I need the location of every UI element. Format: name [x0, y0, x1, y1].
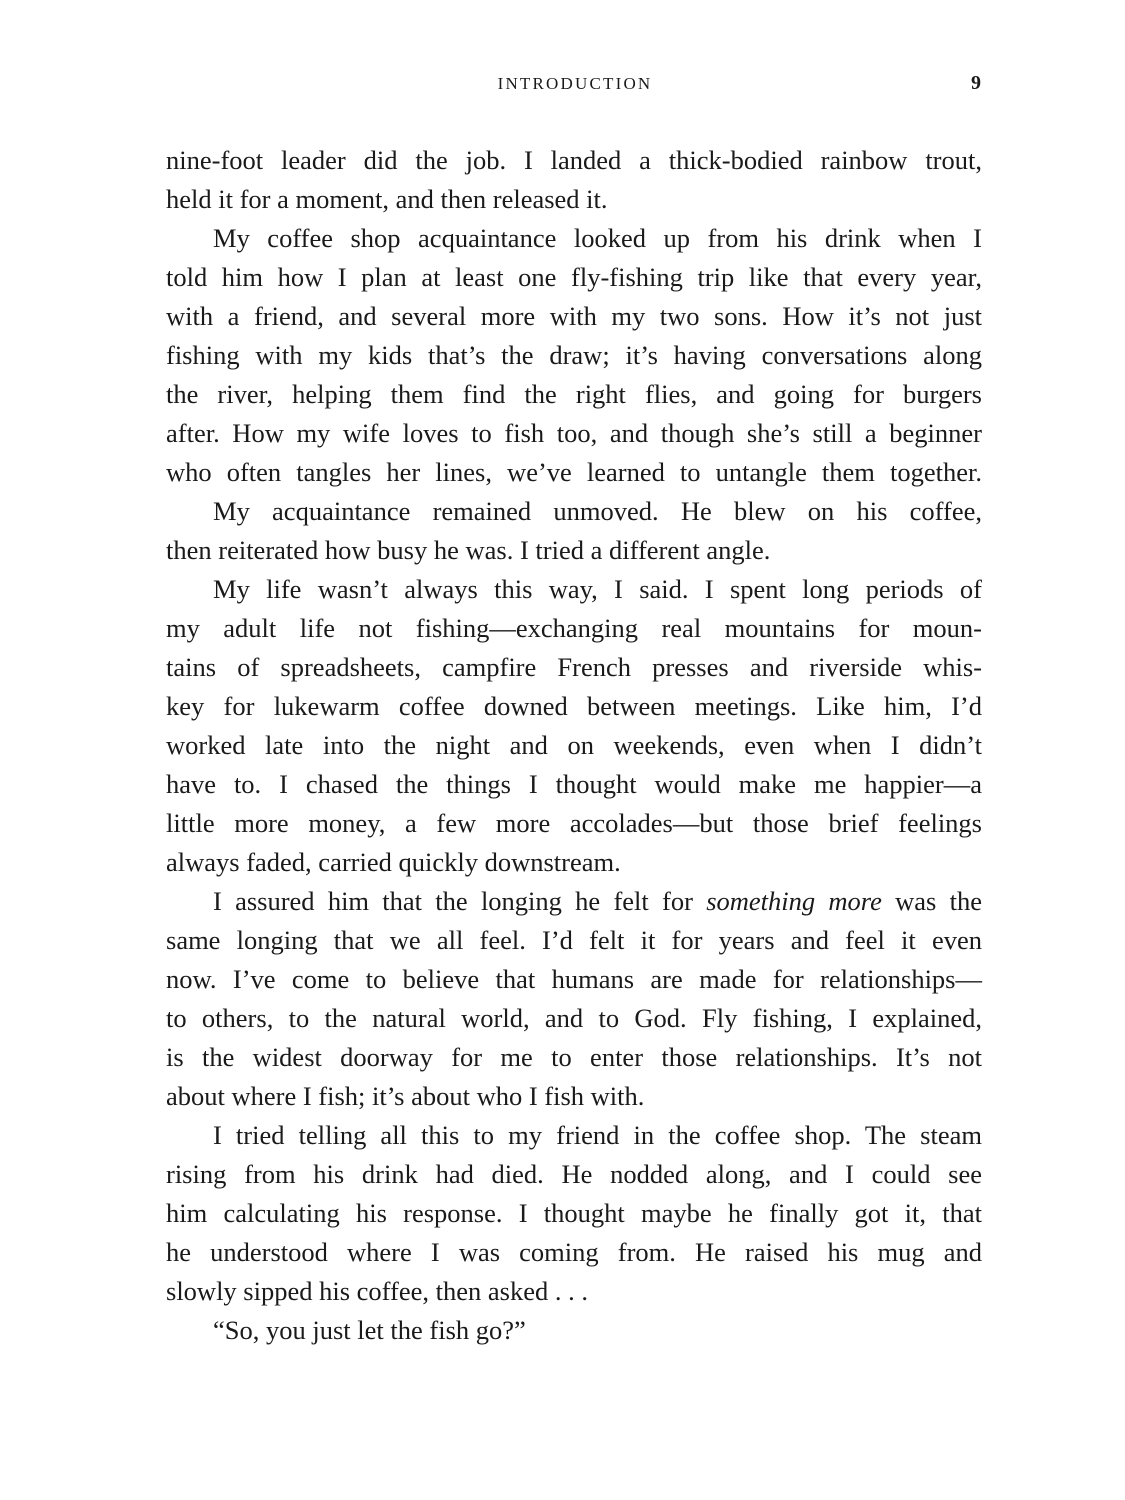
italic-phrase: something more [706, 886, 882, 916]
page-number: 9 [971, 72, 981, 94]
text-line: same longing that we all feel. I’d felt it for years and feel it even [166, 925, 982, 955]
text-line: little more money, a few more accolades—but those brief feelings [166, 808, 982, 838]
text-line: key for lukewarm coffee downed between meetings. Like him, I’d [166, 691, 982, 721]
text-line: then reiterated how busy he was. I tried a different angle. [166, 535, 771, 565]
text-line: he understood where I was coming from. He raised his mug and [166, 1237, 982, 1267]
text-line: held it for a moment, and then released it. [166, 184, 608, 214]
text-line: the river, helping them find the right flies, and going for burgers [166, 379, 982, 409]
text-line: My coffee shop acquaintance looked up from his drink when I [213, 223, 982, 253]
text-line: rising from his drink had died. He nodded along, and I could see [166, 1159, 982, 1189]
text-line: my adult life not fishing—exchanging real mountains for moun- [166, 613, 982, 643]
text-line: is the widest doorway for me to enter those relationships. It’s not [166, 1042, 982, 1072]
text-line: with a friend, and several more with my two sons. How it’s not just [166, 301, 982, 331]
body-text [166, 141, 982, 1350]
text-line: I tried telling all this to my friend in the coffee shop. The steam [213, 1120, 982, 1150]
text-line: told him how I plan at least one fly-fishing trip like that every year, [166, 262, 982, 292]
text-line: fishing with my kids that’s the draw; it’s having conversations along [166, 340, 982, 370]
text-line: “So, you just let the fish go?” [213, 1315, 526, 1345]
running-head [0, 72, 1125, 98]
text-line: My acquaintance remained unmoved. He blew on his coffee, [213, 496, 982, 526]
text-line: who often tangles her lines, we’ve learned to untangle them together. [166, 457, 982, 487]
text-line [166, 882, 982, 921]
text-line: about where I fish; it’s about who I fish with. [166, 1081, 645, 1111]
text-line: always faded, carried quickly downstream. [166, 847, 621, 877]
running-title: INTRODUCTION [497, 74, 653, 93]
text-span: I assured him that the longing he felt for [213, 886, 707, 916]
text-line: slowly sipped his coffee, then asked . . . [166, 1276, 588, 1306]
text-span: was the [881, 886, 983, 916]
text-line: after. How my wife loves to fish too, and though she’s still a beginner [166, 418, 982, 448]
text-line: him calculating his response. I thought maybe he finally got it, that [166, 1198, 982, 1228]
text-line: worked late into the night and on weekends, even when I didn’t [166, 730, 982, 760]
text-line: to others, to the natural world, and to God. Fly fishing, I explained, [166, 1003, 982, 1033]
text-line: now. I’ve come to believe that humans are made for relationships— [166, 964, 982, 994]
text-line: My life wasn’t always this way, I said. I spent long periods of [213, 574, 982, 604]
text-line: tains of spreadsheets, campfire French presses and riverside whis- [166, 652, 982, 682]
text-line: have to. I chased the things I thought would make me happier—a [166, 769, 982, 799]
text-line: nine-foot leader did the job. I landed a thick-bodied rainbow trout, [166, 145, 982, 175]
